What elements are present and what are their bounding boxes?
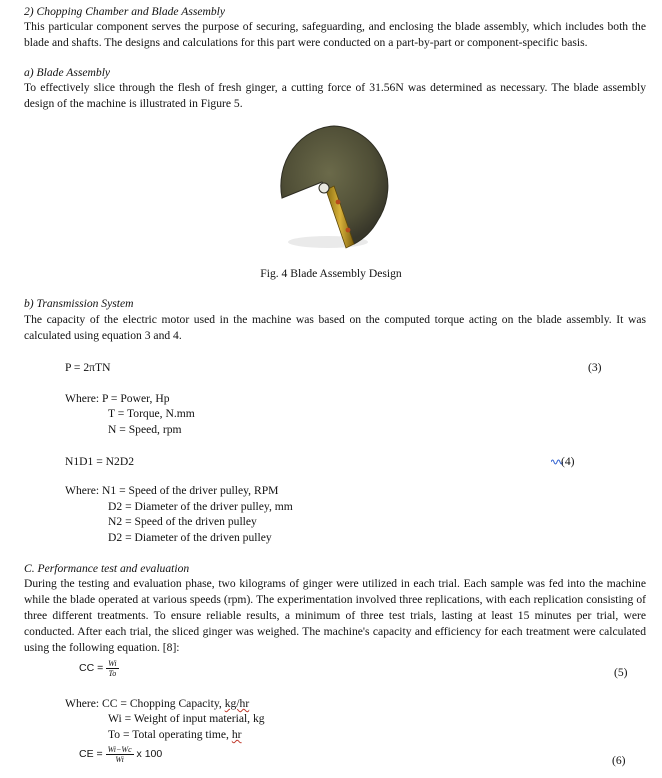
eq3-where-power: Where: P = Power, Hp — [65, 392, 170, 405]
eq5-where-to — [108, 727, 242, 743]
section-a-paragraph: To effectively slice through the flesh of fresh ginger, a cutting force of 31.56N was determined as necessary. The blade assembly design of the machine is illustrated in Figure 5. — [24, 81, 646, 110]
equation-5 — [79, 659, 119, 678]
eq5-numerator: Wi — [108, 659, 117, 668]
section-2-heading: 2) Chopping Chamber and Blade Assembly — [24, 5, 226, 18]
section-b-heading: b) Transmission System — [24, 297, 134, 310]
figure-caption: Fig. 4 Blade Assembly Design — [260, 267, 402, 280]
section-c-paragraph: During the testing and evaluation phase, two kilograms of ginger were utilized in each trial. Each sample was fed into the machine while the blade operated at various speeds (rpm). The experimentation involved three replications, with each replication consisting of three different treatments. To ensure reliable results, a minimum of three test trials, lasting at least 15 minutes per trial, were conducted. After each trial, the sliced ginger was weighed. The machine's capacity and efficiency for each treatment were calculated using the following equation. [8]: — [24, 577, 646, 654]
eq5-where-to-text: To = Total operating time, — [108, 728, 232, 741]
eq3-where-speed: N = Speed, rpm — [108, 423, 182, 436]
equation-6-number: (6) — [612, 754, 626, 767]
equation-6 — [79, 745, 162, 764]
equation-3-number: (3) — [588, 361, 602, 374]
shaft-hole — [319, 183, 329, 193]
equation-5-number: (5) — [614, 666, 628, 679]
eq6-denominator: Wi — [115, 755, 124, 764]
eq6-lhs: CE = — [79, 748, 106, 761]
eq4-where-d2-driver: D2 = Diameter of the driver pulley, mm — [108, 500, 293, 513]
eq5-denominator: To — [108, 669, 117, 678]
section-2-paragraph: This particular component serves the purpose of securing, safeguarding, and enclosing the blade assembly, which includes both the blade and shafts. The designs and calculations for this part were conducted on a part-by-part or component-specific basis. — [24, 20, 646, 49]
equation-4: N1D1 = N2D2 — [65, 455, 135, 468]
eq5-lhs: CC = — [79, 662, 107, 675]
eq4-where-d2-driven: D2 = Diameter of the driven pulley — [108, 531, 272, 544]
section-a-heading: a) Blade Assembly — [24, 66, 111, 79]
blade-assembly-figure — [262, 120, 392, 255]
equation-3: P = 2πTN — [65, 361, 111, 374]
eq6-multiplier: x 100 — [133, 748, 163, 761]
eq6-numerator: Wi−Wc — [107, 745, 132, 754]
eq4-where-n2: N2 = Speed of the driven pulley — [108, 515, 257, 528]
eq5-where-cc-unit: kg/hr — [224, 697, 250, 710]
eq5-fraction — [106, 659, 118, 678]
eq4-where-n1: Where: N1 = Speed of the driver pulley, RPM — [65, 484, 279, 497]
bolt-top — [336, 200, 341, 205]
eq5-where-cc — [65, 696, 249, 712]
eq6-fraction — [106, 745, 134, 764]
eq5-where-wi: Wi = Weight of input material, kg — [108, 712, 265, 725]
eq5-where-cc-text: Where: CC = Chopping Capacity, — [65, 697, 225, 710]
bolt-bottom — [346, 228, 351, 233]
section-c-heading: C. Performance test and evaluation — [24, 562, 190, 575]
section-b-paragraph: The capacity of the electric motor used in the machine was based on the computed torque acting on the blade assembly. It was calculated using equation 3 and 4. — [24, 313, 646, 342]
blade-disc — [281, 126, 388, 244]
eq5-where-to-unit: hr — [231, 728, 242, 741]
equation-4-number: (4) — [561, 455, 575, 468]
eq3-where-torque: T = Torque, N.mm — [108, 407, 195, 420]
